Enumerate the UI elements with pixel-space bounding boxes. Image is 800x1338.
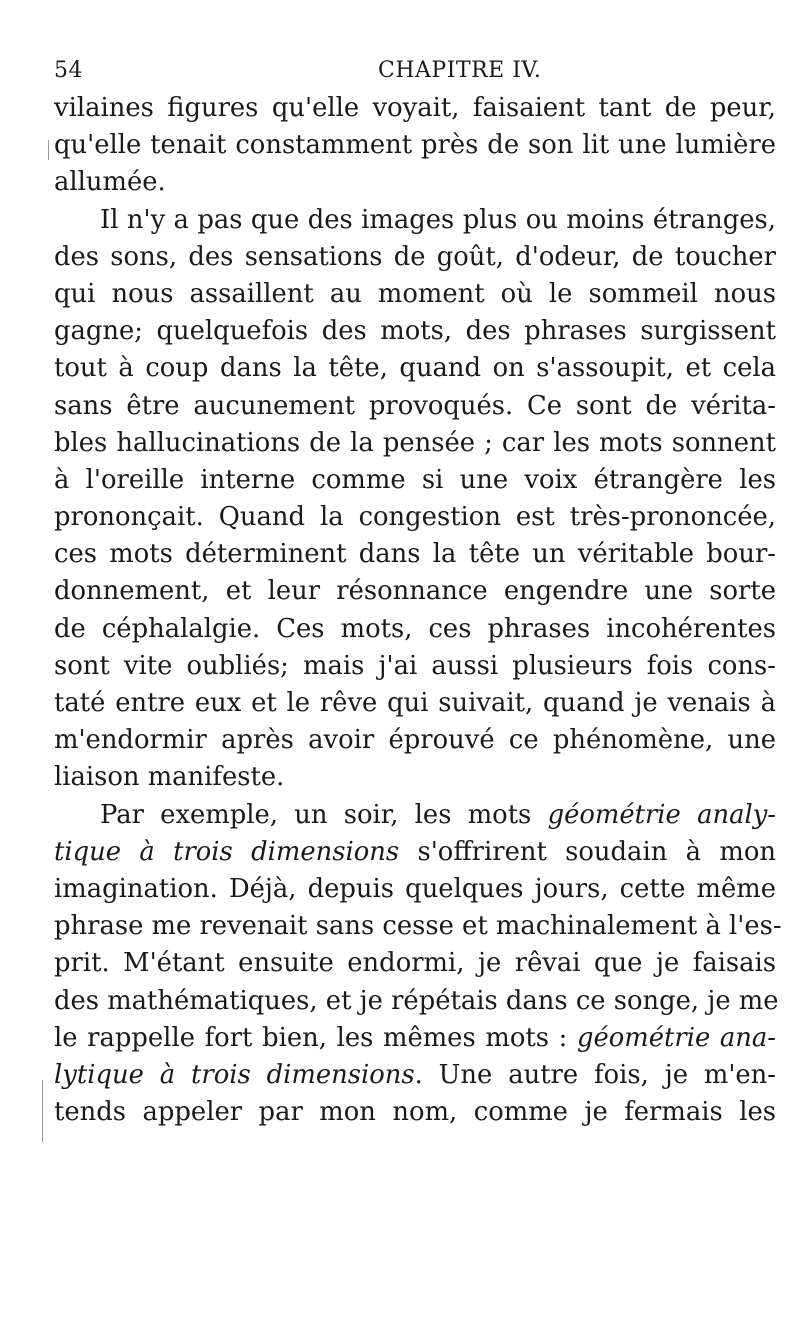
text-line [54, 834, 776, 871]
page-header [54, 58, 774, 88]
margin-scratch [42, 1080, 43, 1142]
text-run: . Une autre fois, je m'en- [414, 1059, 777, 1090]
text-line: ces mots déterminent dans la tête un véritable bour- [54, 539, 776, 570]
body-text [54, 90, 782, 1131]
text-line: des sons, des sensations de goût, d'odeur, de toucher [54, 241, 776, 272]
page-number: 54 [54, 58, 83, 83]
text-line: liaison manifeste. [54, 762, 285, 793]
italic-phrase: géométrie analy- [547, 799, 776, 830]
text-line: vilaines figures qu'elle voyait, faisaient tant de peur, [54, 93, 776, 123]
text-line [54, 797, 776, 834]
italic-phrase: lytique à trois dimensions [54, 1059, 415, 1090]
text-line: qu'elle tenait constamment près de son lit une lumière [54, 130, 776, 161]
text-line [54, 1020, 776, 1057]
text-line: bles hallucinations de la pensée ; car les mots sonnent [54, 427, 776, 458]
text-line: tout à coup dans la tête, quand on s'assoupit, et cela [54, 353, 776, 384]
text-line: gagne; quelquefois des mots, des phrases surgissent [54, 316, 776, 347]
text-line: tends appeler par mon nom, comme je fermais les [54, 1097, 776, 1128]
running-title: CHAPITRE IV. [378, 58, 542, 83]
text-run: s'offrirent soudain à mon [399, 836, 776, 867]
text-line: sont vite oubliés; mais j'ai aussi plusieurs fois cons- [54, 650, 776, 681]
text-line: allumée. [54, 167, 166, 198]
text-line: phrase me revenait sans cesse et machinalement à l'es- [54, 911, 782, 942]
text-line: prononçait. Quand la congestion est très-prononcée, [54, 502, 776, 533]
text-line: des mathématiques, et je répétais dans ce songe, je me [54, 985, 779, 1016]
text-line: prit. M'étant ensuite endormi, je rêvai que je faisais [54, 948, 776, 979]
text-line: sans être aucunement provoqués. Ce sont de vérita- [54, 390, 776, 421]
text-line: m'endormir après avoir éprouvé ce phénomène, une [54, 725, 776, 756]
text-run: le rappelle fort bien, les mêmes mots : [54, 1022, 577, 1053]
text-line: de céphalalgie. Ces mots, ces phrases incohérentes [54, 613, 776, 644]
margin-scratch [48, 140, 49, 160]
text-line: imagination. Déjà, depuis quelques jours, cette même [54, 873, 776, 904]
italic-phrase: géométrie ana- [576, 1022, 776, 1053]
italic-phrase: tique à trois dimensions [54, 836, 400, 867]
text-run: Par exemple, un soir, les mots [100, 799, 548, 830]
text-line: donnement, et leur résonnance engendre une sorte [54, 576, 776, 607]
text-line: qui nous assaillent au moment où le sommeil nous [54, 278, 776, 309]
text-line: taté entre eux et le rêve qui suivait, quand je venais à [54, 688, 776, 718]
text-line: Il n'y a pas que des images plus ou moins étranges, [100, 204, 776, 235]
text-line: à l'oreille interne comme si une voix étrangère les [54, 464, 776, 495]
text-line [54, 1057, 776, 1094]
